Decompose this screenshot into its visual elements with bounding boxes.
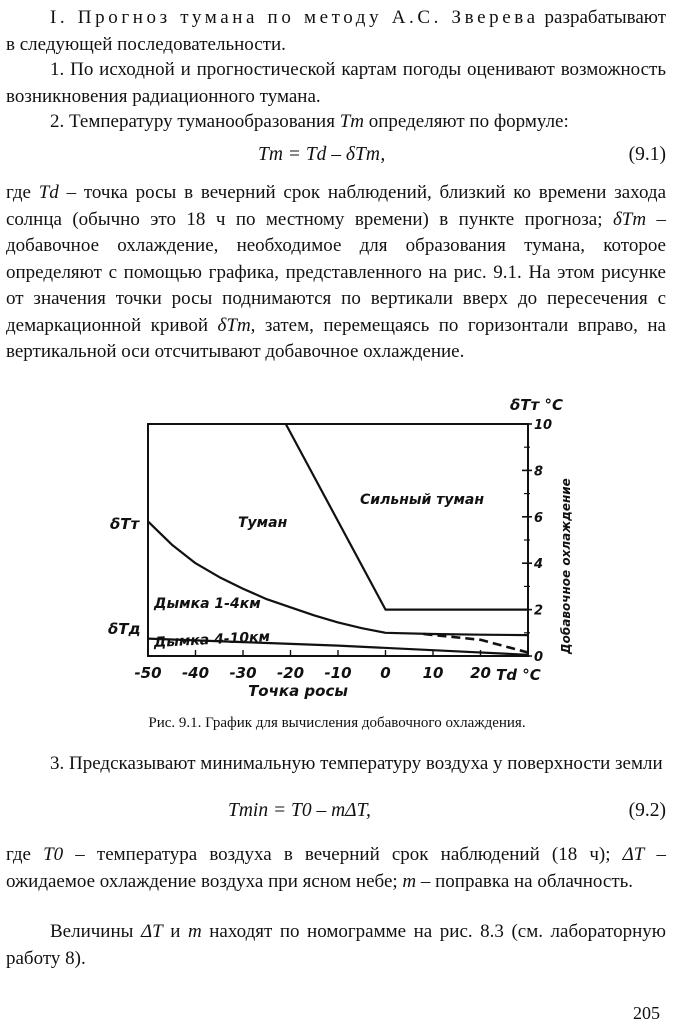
y-tick-label-2: 4 [534, 557, 544, 573]
x-ticks [134, 650, 490, 682]
equation-9-1-number: (9.1) [628, 144, 666, 165]
x-tick-label-6: 10 [422, 664, 444, 682]
x-unit-label: Td °C [496, 666, 541, 684]
x-tick-label-3: -20 [276, 664, 305, 682]
equation-9-2 [0, 800, 674, 830]
step-1: 1. По исходной и прогностической картам погоды оценивают возможность возникновения радиационного тумана. [6, 59, 666, 107]
symbol-m-2: m [187, 921, 202, 942]
series-line-0 [286, 424, 528, 610]
region-haze-1-4: Дымка 1-4км [154, 596, 261, 612]
final-paragraph: Величины ΔT и m находят по номограмме на рис. 8.3 (см. лабораторную работу 8). [6, 921, 666, 969]
symbol-td: Td [38, 182, 59, 203]
equation-9-1-formula: Tт = Td – δTт, [258, 144, 386, 165]
symbol-t0: T0 [43, 844, 64, 865]
y-ticks [522, 418, 552, 665]
equation-9-2-number: (9.2) [628, 800, 666, 821]
symbol-delta-t: ΔT [622, 844, 645, 865]
y-tick-label-4: 8 [534, 464, 544, 480]
x-tick-label-1: -40 [181, 664, 210, 682]
region-haze-4-10: Дымка 4-10км [153, 628, 271, 651]
region-fog: Туман [238, 515, 288, 531]
figure-9-1-chart [98, 392, 578, 704]
figure-caption: Рис. 9.1. График для вычисления добавочного охлаждения. [148, 715, 526, 731]
x-tick-label-5: 0 [380, 664, 391, 682]
y-tick-label-0: 0 [534, 650, 544, 665]
y-tick-label-3: 6 [534, 510, 544, 526]
definition-paragraph-1: где Td – точка росы в вечерний срок наблюдений, близкий ко времени захода солнца (обычно это 18 ч по местному времени) в пункте прогноза; δTт – добавочное охлаждение, необходимое для образования тумана, которое определяют с помощью графика, представленного на рис. 9.1. На этом рисунке от значения точки росы поднимаются по вертикали вверх до пересечения с демаркационной кривой δTт, затем, перемещаясь по горизонтали вправо, на вертикальной оси отсчитывают добавочное охлаждение. [6, 182, 666, 362]
symbol-dtt: δTт [612, 208, 647, 230]
definition-paragraph-2: где T0 – температура воздуха в вечерний срок наблюдений (18 ч); ΔT – ожидаемое охлаждение воздуха при ясном небе; m – поправка на облачность. [6, 844, 667, 892]
region-strong-fog: Сильный туман [360, 492, 485, 508]
symbol-dtt-2: δTт [217, 314, 251, 336]
series-layer [148, 424, 528, 655]
y-tick-label-5: 10 [534, 418, 553, 433]
symbol-m: m [402, 870, 417, 892]
marker-dtd: δTд [108, 620, 141, 638]
series-line-1 [148, 521, 528, 635]
y-unit-label: δTт °C [510, 396, 563, 414]
intro-paragraph [6, 5, 666, 58]
intro-rest: разрабатывают в следующей последовательности. [6, 7, 666, 55]
step-2: 2. Температуру туманообразования Tт определяют по формуле: [50, 111, 569, 132]
x-tick-label-4: -10 [324, 664, 352, 682]
y-tick-label-1: 2 [534, 603, 544, 619]
x-tick-label-7: 20 [470, 664, 491, 682]
marker-dtt: δTт [110, 515, 140, 533]
equation-9-2-formula: Tmin = T0 – mΔT, [228, 800, 371, 821]
symbol-tt: Tт [339, 111, 365, 132]
y-axis-label: Добавочное охлаждение [559, 478, 573, 654]
x-axis-label: Точка росы [248, 682, 348, 700]
page-number: 205 [633, 1003, 660, 1023]
symbol-delta-t-2: ΔT [140, 921, 163, 942]
plot-frame [148, 424, 528, 656]
x-tick-label-2: -30 [229, 664, 257, 682]
equation-9-1 [0, 144, 674, 174]
section-title: I. Прогноз тумана по методу А.С. Зверева [50, 7, 539, 28]
x-tick-label-0: -50 [134, 664, 162, 682]
step-3: 3. Предсказывают минимальную температуру воздуха у поверхности земли [50, 753, 663, 774]
